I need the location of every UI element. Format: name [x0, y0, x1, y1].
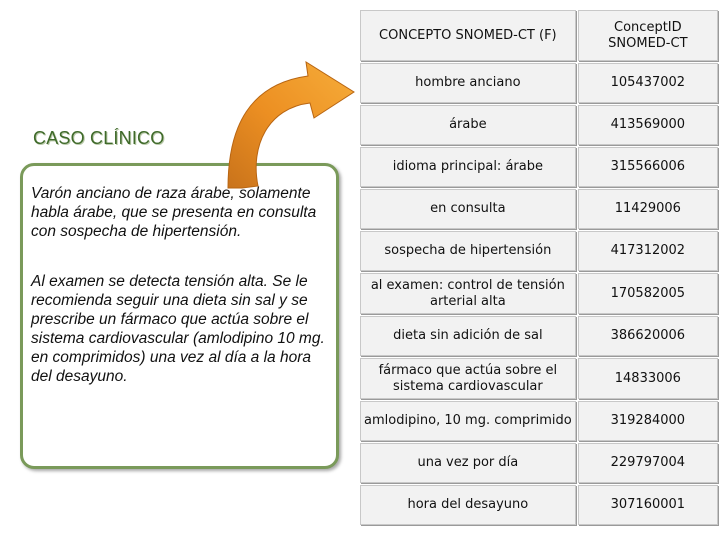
case-title: CASO CLÍNICO [33, 128, 165, 148]
concept-id-cell: 229797004 [578, 443, 718, 483]
table-row [360, 316, 718, 356]
concept-id-cell: 386620006 [578, 316, 718, 356]
table-row [360, 189, 718, 229]
concept-id-cell: 307160001 [578, 485, 718, 525]
concept-cell: árabe [360, 105, 576, 145]
concept-id-cell: 105437002 [578, 63, 718, 103]
header-concept-id: ConceptID SNOMED-CT [578, 10, 718, 61]
concept-cell: en consulta [360, 189, 576, 229]
case-description-box [20, 163, 339, 469]
table-row [360, 443, 718, 483]
table-row [360, 358, 718, 399]
concept-cell: idioma principal: árabe [360, 147, 576, 187]
concept-cell: sospecha de hipertensión [360, 231, 576, 271]
concept-cell: al examen: control de tensión arterial alta [360, 273, 576, 314]
concept-id-cell: 11429006 [578, 189, 718, 229]
case-paragraph-2: Al examen se detecta tensión alta. Se le recomienda seguir una dieta sin sal y se prescribe un fármaco que actúa sobre el sistema cardiovascular (amlodipino 10 mg. en comprimidos) una vez al día a la hora del desayuno. [31, 273, 325, 385]
concept-id-cell: 413569000 [578, 105, 718, 145]
curved-arrow-icon [220, 56, 360, 191]
concept-cell: amlodipino, 10 mg. comprimido [360, 401, 576, 441]
table-row [360, 63, 718, 103]
table-row [360, 485, 718, 525]
concept-id-cell: 170582005 [578, 273, 718, 314]
table-row [360, 231, 718, 271]
table-row [360, 401, 718, 441]
table-row [360, 105, 718, 145]
concept-cell: hombre anciano [360, 63, 576, 103]
table-row [360, 147, 718, 187]
case-paragraph-1: Varón anciano de raza árabe, solamente habla árabe, que se presenta en consulta con sospecha de hipertensión. [31, 185, 317, 240]
concept-cell: dieta sin adición de sal [360, 316, 576, 356]
concept-id-cell: 319284000 [578, 401, 718, 441]
concept-cell: fármaco que actúa sobre el sistema cardiovascular [360, 358, 576, 399]
concept-cell: hora del desayuno [360, 485, 576, 525]
snomed-table [358, 8, 720, 527]
concept-id-cell: 315566006 [578, 147, 718, 187]
concept-id-cell: 14833006 [578, 358, 718, 399]
concept-id-cell: 417312002 [578, 231, 718, 271]
header-row [360, 10, 718, 61]
concept-cell: una vez por día [360, 443, 576, 483]
table-row [360, 273, 718, 314]
header-concept: CONCEPTO SNOMED-CT (F) [360, 10, 576, 61]
